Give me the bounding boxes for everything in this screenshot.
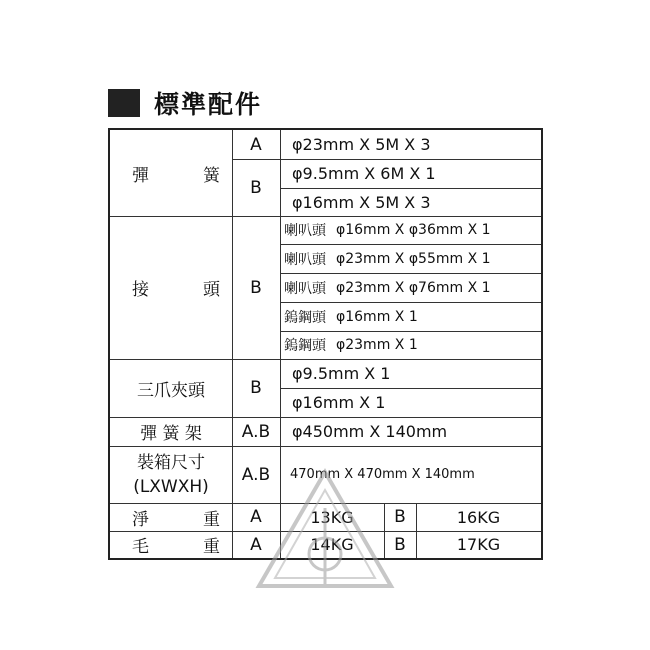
page-title: 標準配件 bbox=[154, 90, 263, 119]
connector-item-name: 鎢鋼頭 bbox=[284, 309, 326, 326]
header-square-icon bbox=[108, 89, 140, 117]
spring-rack-spec: φ450mm X 140mm bbox=[292, 422, 448, 441]
gross-weight-label-left: 毛 bbox=[132, 537, 149, 557]
gross-weight-label bbox=[110, 531, 232, 558]
accessories-table bbox=[108, 128, 543, 560]
connector-item bbox=[280, 302, 541, 331]
gross-weight-grade-a: A bbox=[250, 534, 262, 555]
connector-item-spec: φ23mm X 1 bbox=[336, 337, 418, 353]
springs-b-spec-1: φ9.5mm X 6M X 1 bbox=[292, 164, 436, 183]
springs-b-spec-2: φ16mm X 5M X 3 bbox=[292, 192, 431, 212]
connector-item-name: 鎢鋼頭 bbox=[284, 338, 326, 354]
connector-item bbox=[280, 244, 541, 273]
springs-grade-a: A bbox=[250, 134, 262, 155]
box-size-spec: 470mm X 470mm X 140mm bbox=[290, 467, 475, 482]
gross-weight-value-b: 17KG bbox=[456, 535, 501, 554]
box-size-grade: A.B bbox=[241, 464, 271, 485]
connector-item bbox=[280, 273, 541, 302]
connector-item-name: 喇叭頭 bbox=[284, 251, 326, 268]
net-weight-value-a: 13KG bbox=[310, 507, 354, 527]
section-header bbox=[108, 86, 262, 120]
chuck-label: 三爪夾頭 bbox=[137, 380, 205, 401]
net-weight-label-left: 淨 bbox=[132, 509, 149, 530]
box-size-label bbox=[110, 446, 232, 503]
connector-item bbox=[280, 331, 541, 359]
connector-item-name: 喇叭頭 bbox=[284, 280, 326, 297]
springs-label-left: 彈 bbox=[132, 165, 149, 186]
net-weight-grade-a: A bbox=[250, 507, 262, 527]
gross-weight-grade-b: B bbox=[394, 534, 406, 555]
springs-a-spec: φ23mm X 5M X 3 bbox=[292, 135, 431, 154]
springs-label bbox=[110, 130, 232, 216]
connectors-label-right: 頭 bbox=[203, 280, 220, 300]
connectors-grade: B bbox=[250, 277, 262, 298]
connectors-label-left: 接 bbox=[132, 280, 149, 300]
connector-item-spec: φ23mm X φ76mm X 1 bbox=[336, 279, 491, 296]
spring-rack-grade: A.B bbox=[241, 421, 271, 442]
springs-label-right: 簧 bbox=[203, 165, 220, 186]
gross-weight-value-a: 14KG bbox=[310, 535, 354, 554]
gross-weight-label-right: 重 bbox=[203, 537, 220, 557]
net-weight-label-right: 重 bbox=[203, 509, 220, 530]
springs-grade-b: B bbox=[250, 177, 262, 198]
box-size-label-2: (LXWXH) bbox=[133, 476, 209, 497]
net-weight-grade-b: B bbox=[394, 507, 406, 527]
net-weight-value-b: 16KG bbox=[456, 507, 501, 527]
connector-item-spec: φ16mm X 1 bbox=[336, 308, 418, 325]
connector-item-name: 喇叭頭 bbox=[284, 223, 326, 239]
box-size-label-1: 裝箱尺寸 bbox=[137, 452, 205, 473]
spring-rack-label: 彈 簧 架 bbox=[140, 424, 202, 444]
connectors-label bbox=[110, 216, 232, 359]
chuck-grade: B bbox=[250, 378, 262, 398]
connector-item-spec: φ23mm X φ55mm X 1 bbox=[336, 250, 491, 267]
net-weight-label bbox=[110, 503, 232, 531]
connector-item bbox=[280, 216, 541, 244]
chuck-spec-1: φ9.5mm X 1 bbox=[292, 364, 391, 383]
chuck-spec-2: φ16mm X 1 bbox=[292, 393, 386, 412]
connector-item-spec: φ16mm X φ36mm X 1 bbox=[336, 222, 491, 238]
